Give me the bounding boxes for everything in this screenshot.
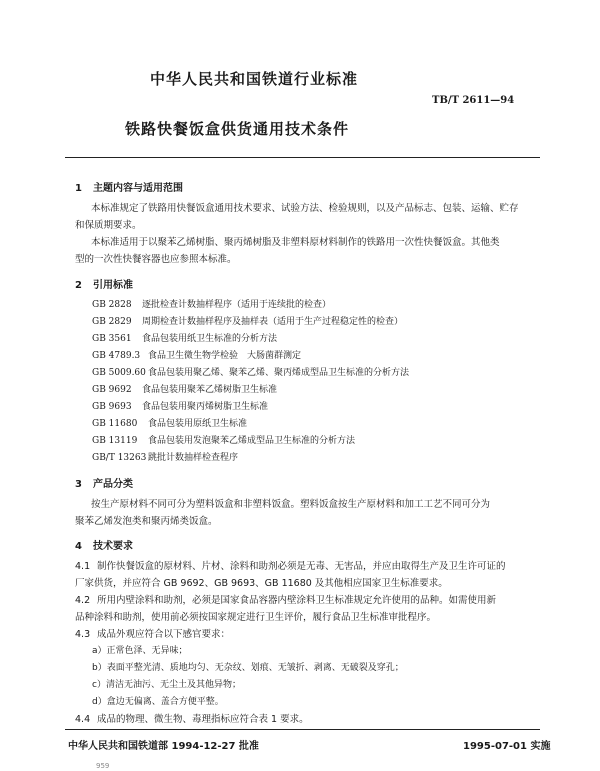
sensory-requirement-item: b）表面平整光清、质地均匀、无杂纹、划痕、无皱折、剥离、无破裂及穿孔；	[92, 663, 404, 673]
reference-entry	[92, 450, 238, 463]
reference-entry	[92, 348, 301, 361]
clause-continuation: 厂家供货，并应符合 GB 9692、GB 9693、GB 11680 及其他相应国家卫生标准要求。	[75, 578, 448, 589]
clause-number: 4.4	[75, 714, 91, 725]
reference-code: GB 11680	[92, 419, 138, 429]
standard-organization: 中华人民共和国铁道行业标准	[150, 70, 359, 88]
reference-code: GB 9692	[92, 385, 132, 395]
section-number: 4	[75, 541, 82, 552]
reference-entry	[92, 416, 247, 429]
clause-4-3	[75, 626, 230, 640]
reference-entry	[92, 433, 355, 446]
section-title: 引用标准	[93, 280, 133, 291]
clause-number: 4.1	[75, 561, 91, 572]
clause-4-4	[75, 711, 309, 725]
clause-4-1	[75, 558, 506, 572]
standard-code: TB/T 2611—94	[432, 95, 515, 106]
reference-code: GB/T 13263	[92, 453, 147, 463]
section-2-heading	[75, 276, 133, 291]
reference-title: 食品包装用聚丙烯树脂卫生标准	[142, 402, 269, 412]
page-number: 959	[96, 762, 110, 770]
reference-entry	[92, 399, 268, 412]
clause-number: 4.2	[75, 595, 91, 606]
paragraph-line: 和保质期要求。	[75, 220, 142, 231]
paragraph-line: 按生产原材料不同可分为塑料饭盒和非塑料饭盒。塑料饭盒按生产原材料和加工工艺不同可分为	[91, 499, 491, 510]
reference-title: 食品包装用发泡聚苯乙烯成型品卫生标准的分析方法	[148, 436, 356, 446]
clause-text: 成品外观应符合以下感官要求：	[97, 629, 231, 640]
paragraph-line: 本标准适用于以聚苯乙烯树脂、聚丙烯树脂及非塑料原材料制作的铁路用一次性快餐饭盒。其他类	[91, 237, 500, 248]
reference-code: GB 4789.3	[92, 351, 141, 361]
reference-title: 周期检查计数抽样程序及抽样表（适用于生产过程稳定性的检查）	[142, 317, 404, 327]
paragraph-line: 本标准规定了铁路用快餐饭盒通用技术要求、试验方法、检验规则，以及产品标志、包装、运输、贮存	[91, 203, 519, 214]
reference-entry	[92, 314, 403, 327]
section-title: 技术要求	[93, 541, 133, 552]
approval-info: 中华人民共和国铁道部 1994-12-27 批准	[68, 741, 259, 752]
section-1-heading	[75, 179, 183, 194]
reference-code: GB 13119	[92, 436, 138, 446]
section-number: 3	[75, 479, 82, 490]
sensory-requirement-item: c）清洁无油污、无尘土及其他异物；	[92, 680, 241, 690]
header-divider	[65, 157, 540, 158]
clause-text: 制作快餐饭盒的原材料、片材、涂料和助剂必须是无毒、无害品，并应由取得生产及卫生许可证的	[97, 561, 506, 572]
section-title: 产品分类	[93, 479, 133, 490]
reference-title: 食品包装用纸卫生标准的分析方法	[142, 334, 278, 344]
clause-text: 成品的物理、微生物、毒理指标应符合表 1 要求。	[97, 714, 309, 725]
section-3-heading	[75, 475, 133, 490]
reference-code: GB 2828	[92, 300, 132, 310]
reference-entry	[92, 382, 277, 395]
reference-title: 食品包装用聚乙烯、聚苯乙烯、聚丙烯成型品卫生标准的分析方法	[148, 368, 410, 378]
paragraph-line: 聚苯乙烯发泡类和聚丙烯类饭盒。	[75, 516, 218, 527]
reference-title: 逐批检查计数抽样程序（适用于连续批的检查）	[142, 300, 332, 310]
reference-title: 食品包装用聚苯乙烯树脂卫生标准	[142, 385, 278, 395]
reference-entry	[92, 331, 277, 344]
effective-date: 1995-07-01 实施	[463, 741, 551, 752]
document-title: 铁路快餐饭盒供货通用技术条件	[125, 120, 350, 138]
section-4-heading	[75, 537, 133, 552]
clause-4-2	[75, 592, 496, 606]
section-number: 2	[75, 280, 82, 291]
footer-divider	[65, 729, 540, 730]
reference-entry	[92, 365, 409, 378]
reference-code: GB 3561	[92, 334, 132, 344]
reference-code: GB 5009.60	[92, 368, 146, 378]
reference-entry	[92, 297, 331, 310]
sensory-requirement-item: d）盒边无偏离、盖合方便平整。	[92, 697, 224, 707]
reference-code: GB 2829	[92, 317, 132, 327]
section-title: 主题内容与适用范围	[93, 183, 183, 194]
clause-text: 所用内壁涂料和助剂，必须是国家食品容器内壁涂料卫生标准规定允许使用的品种。如需使用新	[97, 595, 497, 606]
sensory-requirement-item: a）正常色泽、无异味；	[92, 646, 188, 656]
section-number: 1	[75, 183, 82, 194]
clause-number: 4.3	[75, 629, 91, 640]
reference-title: 食品包装用原纸卫生标准	[148, 419, 248, 429]
reference-title: 跳批计数抽样检查程序	[148, 453, 239, 463]
reference-title: 食品卫生微生物学检验 大肠菌群测定	[148, 351, 302, 361]
paragraph-line: 型的一次性快餐容器也应参照本标准。	[75, 254, 237, 265]
reference-code: GB 9693	[92, 402, 132, 412]
clause-continuation: 品种涂料和助剂，使用前必须按国家规定进行卫生评价，履行食品卫生标准审批程序。	[75, 612, 437, 623]
